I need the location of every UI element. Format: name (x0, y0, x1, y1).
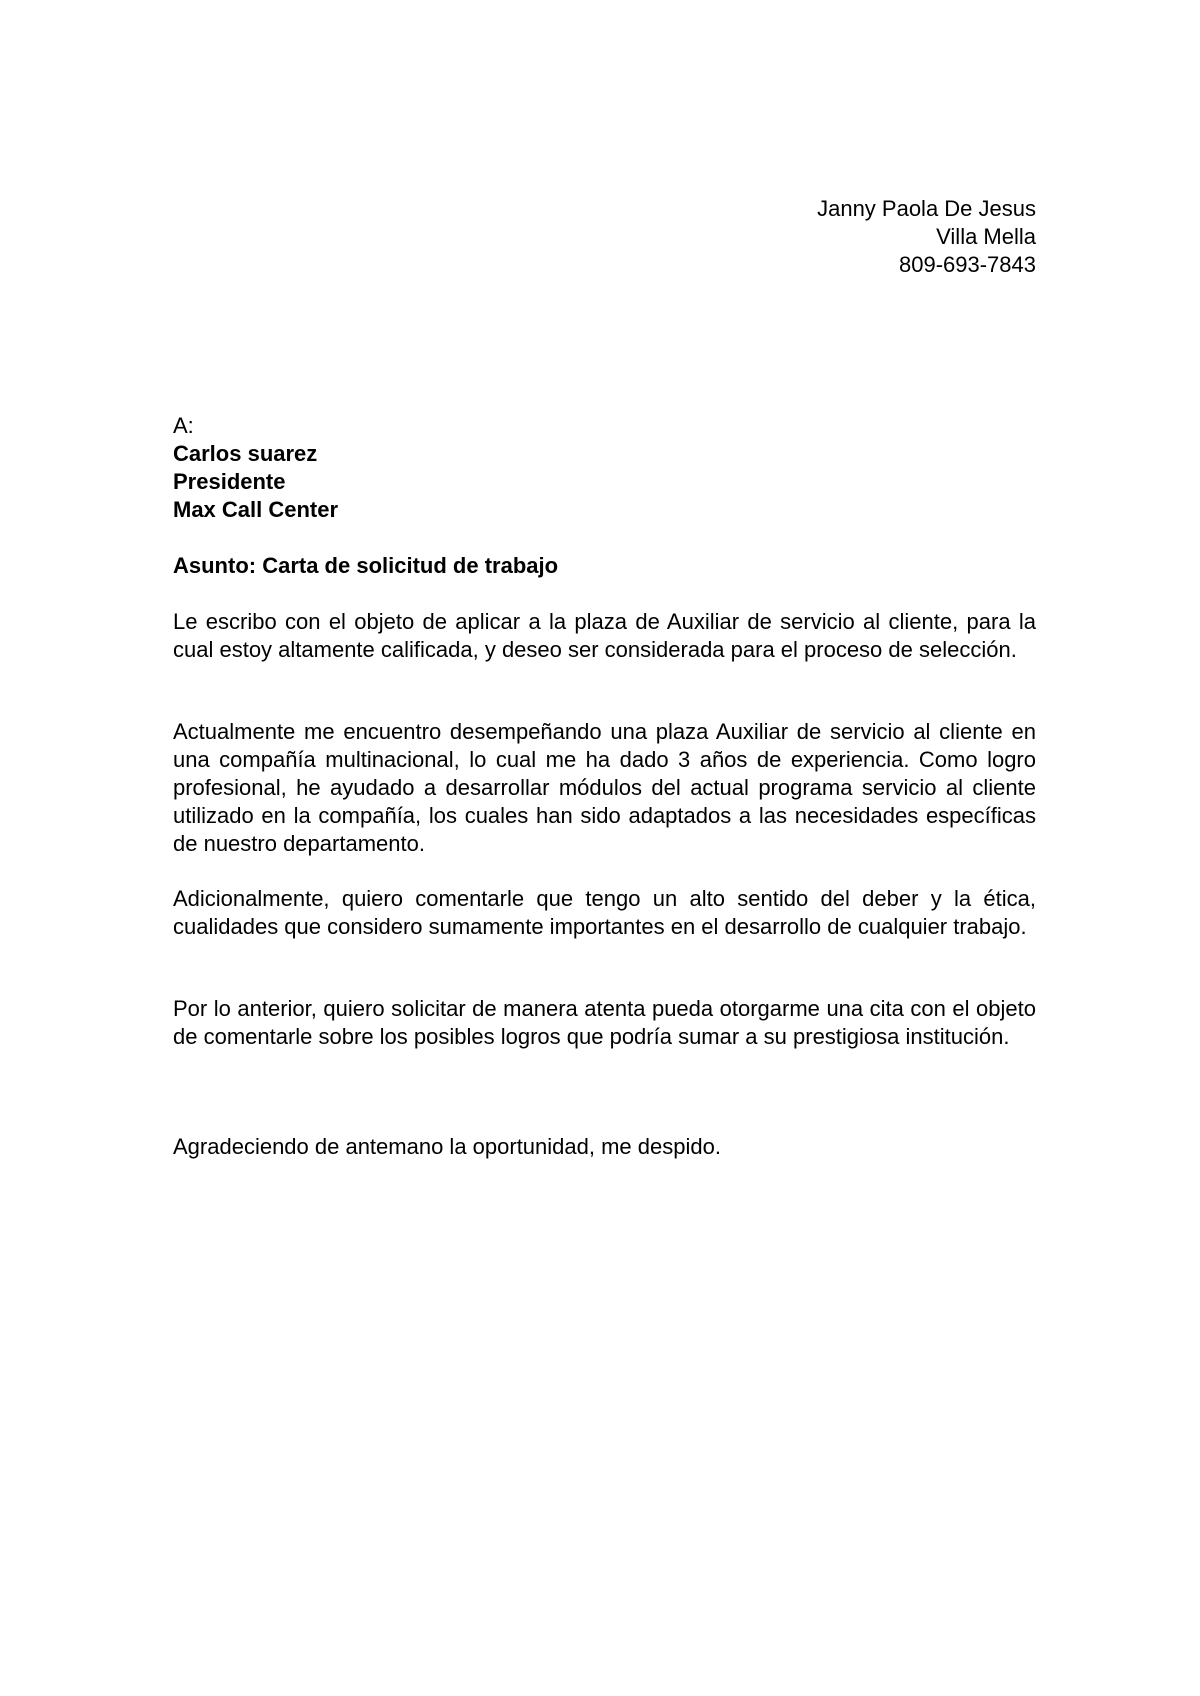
sender-location: Villa Mella (936, 224, 1036, 249)
recipient-label: A: (173, 413, 194, 438)
recipient-block (173, 412, 1036, 524)
subject-line: Asunto: Carta de solicitud de trabajo (173, 553, 559, 578)
recipient-title: Presidente (173, 469, 286, 494)
sender-name: Janny Paola De Jesus (817, 196, 1036, 221)
body-paragraph: Actualmente me encuentro desempeñando una plaza Auxiliar de servicio al cliente en una compañía multinacional, lo cual me ha dado 3 años de experiencia. Como logro profesional, he ayudado a desarrollar módulos del actual programa servicio al cliente utilizado en la compañía, los cuales han sido adaptados a las necesidades específicas de nuestro departamento. (173, 719, 1036, 856)
body-paragraph: Le escribo con el objeto de aplicar a la plaza de Auxiliar de servicio al cliente, para la cual estoy altamente calificada, y deseo ser considerada para el proceso de selección. (173, 609, 1036, 662)
sender-block (173, 195, 1036, 279)
recipient-name: Carlos suarez (173, 441, 318, 466)
body-paragraph: Por lo anterior, quiero solicitar de manera atenta pueda otorgarme una cita con el objeto de comentarle sobre los posibles logros que podría sumar a su prestigiosa institución. (173, 996, 1036, 1049)
body-paragraph: Adicionalmente, quiero comentarle que tengo un alto sentido del deber y la ética, cualidades que considero sumamente importantes en el desarrollo de cualquier trabajo. (173, 886, 1036, 939)
sender-phone: 809-693-7843 (898, 252, 1036, 277)
closing-line: Agradeciendo de antemano la oportunidad, me despido. (173, 1134, 721, 1159)
recipient-company: Max Call Center (173, 497, 339, 522)
